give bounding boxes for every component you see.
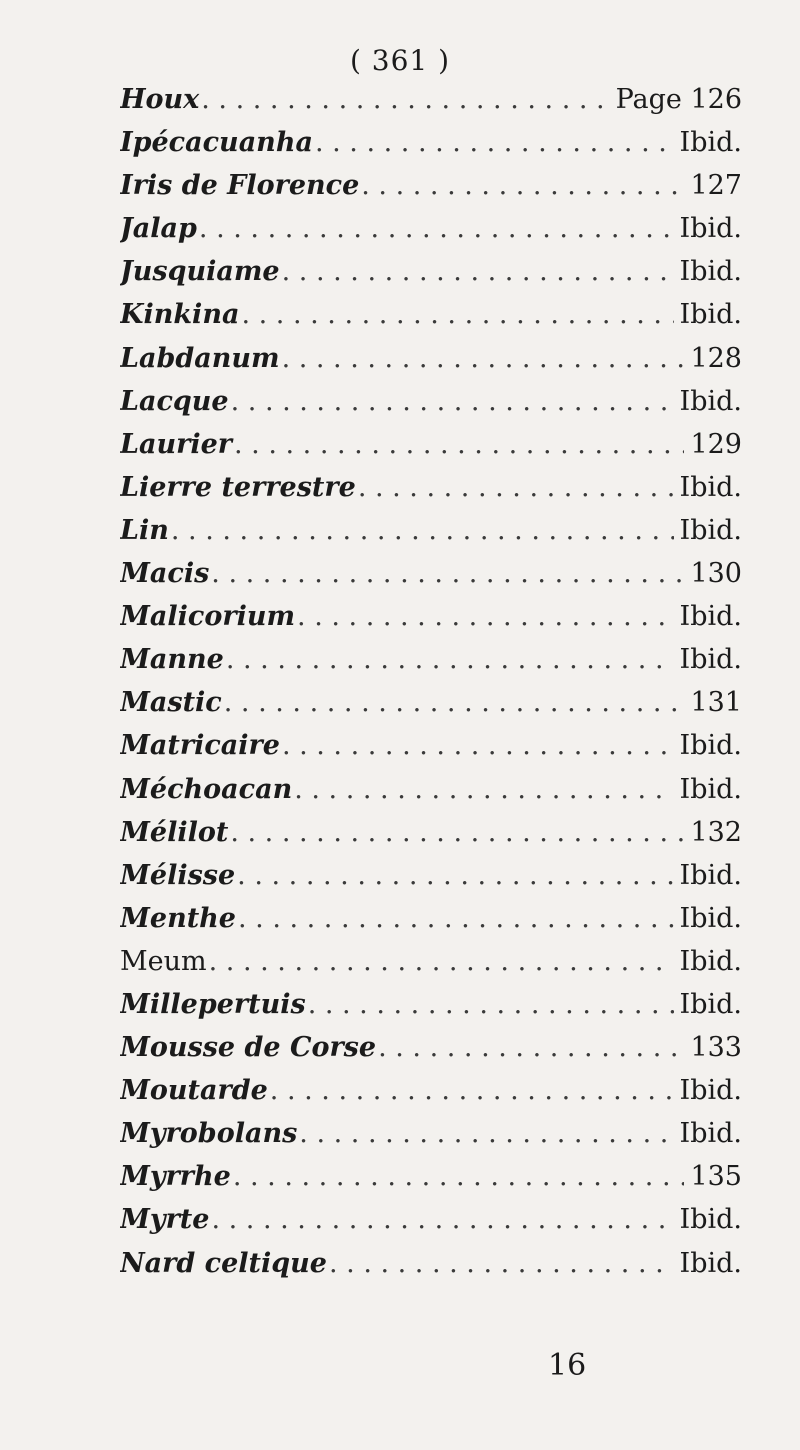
dot-leader xyxy=(171,515,674,546)
entry-page-ref: Ibid. xyxy=(679,988,742,1020)
entry-page-ref: Ibid. xyxy=(679,299,742,331)
entry-page-ref: 135 xyxy=(690,1161,742,1193)
entry-title: Myrte xyxy=(120,1204,210,1236)
dot-leader xyxy=(282,343,685,374)
index-entry xyxy=(120,1161,742,1204)
entry-title: Manne xyxy=(120,644,224,676)
index-entry xyxy=(120,860,742,903)
entry-page-ref: Ibid. xyxy=(679,514,742,546)
dot-leader xyxy=(282,256,674,287)
index-entry xyxy=(120,946,742,989)
entry-title: Myrobolans xyxy=(120,1118,298,1150)
entry-page-ref: Ibid. xyxy=(679,1247,742,1279)
entry-title: Menthe xyxy=(120,902,236,934)
entry-page-ref: Ibid. xyxy=(679,644,742,676)
entry-page-ref: 127 xyxy=(690,170,742,202)
index-entry xyxy=(120,817,742,860)
entry-title: Mousse de Corse xyxy=(120,1032,377,1064)
index-entry xyxy=(120,774,742,817)
dot-leader xyxy=(237,860,673,891)
entry-page-ref: Ibid. xyxy=(679,471,742,503)
index-entry xyxy=(120,472,742,515)
index-entry xyxy=(120,1118,742,1161)
entry-page-ref: 128 xyxy=(690,342,742,374)
index-entry xyxy=(120,1248,742,1291)
entry-title: Mélilot xyxy=(120,816,229,848)
dot-leader xyxy=(297,601,674,632)
entry-page-ref: Ibid. xyxy=(679,859,742,891)
entry-page-ref: Ibid. xyxy=(679,1204,742,1236)
entry-title: Moutarde xyxy=(120,1075,268,1107)
index-list xyxy=(120,84,742,1291)
dot-leader xyxy=(378,1032,684,1063)
dot-leader xyxy=(201,84,609,115)
index-entry xyxy=(120,213,742,256)
entry-page-ref: Ibid. xyxy=(679,730,742,762)
entry-title: Jalap xyxy=(120,213,197,245)
index-entry xyxy=(120,429,742,472)
index-entry xyxy=(120,127,742,170)
entry-title: Iris de Florence xyxy=(120,170,360,202)
entry-title: Myrrhe xyxy=(120,1161,231,1193)
entry-page-ref: 129 xyxy=(690,428,742,460)
entry-page-ref: Ibid. xyxy=(679,601,742,633)
entry-title: Lierre terrestre xyxy=(120,471,356,503)
dot-leader xyxy=(294,774,673,805)
entry-page-ref: Ibid. xyxy=(679,385,742,417)
dot-leader xyxy=(241,299,673,330)
index-entry xyxy=(120,343,742,386)
dot-leader xyxy=(308,989,674,1020)
entry-page-ref: 133 xyxy=(690,1032,742,1064)
signature-mark: 16 xyxy=(548,1348,587,1383)
dot-leader xyxy=(199,213,674,244)
index-entry xyxy=(120,558,742,601)
dot-leader xyxy=(270,1075,674,1106)
entry-title: Millepertuis xyxy=(120,988,306,1020)
entry-title: Houx xyxy=(120,84,200,115)
index-entry xyxy=(120,687,742,730)
entry-title: Lacque xyxy=(120,385,229,417)
entry-title: Jusquiame xyxy=(120,256,280,288)
dot-leader xyxy=(238,903,674,934)
entry-page-ref: Ibid. xyxy=(679,213,742,245)
entry-title: Labdanum xyxy=(120,342,280,374)
entry-title: Mastic xyxy=(120,687,222,719)
dot-leader xyxy=(361,170,684,201)
index-entry xyxy=(120,644,742,687)
entry-page-ref: 131 xyxy=(690,687,742,719)
entry-page-ref: 132 xyxy=(690,816,742,848)
dot-leader xyxy=(233,1161,685,1192)
entry-page-ref: Ibid. xyxy=(679,256,742,288)
index-entry xyxy=(120,730,742,773)
entry-title: Laurier xyxy=(120,428,232,460)
entry-page-ref: Ibid. xyxy=(679,127,742,159)
index-entry xyxy=(120,170,742,213)
entry-page-ref: Ibid. xyxy=(679,1075,742,1107)
entry-title: Macis xyxy=(120,558,210,590)
entry-page-ref: Ibid. xyxy=(679,773,742,805)
index-entry xyxy=(120,84,742,127)
entry-page-ref: Ibid. xyxy=(679,1118,742,1150)
index-entry xyxy=(120,386,742,429)
entry-title: Nard celtique xyxy=(120,1247,327,1279)
entry-title: Kinkina xyxy=(120,299,240,331)
index-entry xyxy=(120,989,742,1032)
dot-leader xyxy=(224,687,685,718)
dot-leader xyxy=(211,558,684,589)
entry-title: Mélisse xyxy=(120,859,236,891)
entry-page-ref: Page 126 xyxy=(615,84,742,115)
index-entry xyxy=(120,1204,742,1247)
entry-page-ref: 130 xyxy=(690,558,742,590)
index-entry xyxy=(120,903,742,946)
index-entry xyxy=(120,601,742,644)
page-number-header: ( 361 ) xyxy=(349,44,451,77)
index-entry xyxy=(120,299,742,342)
dot-leader xyxy=(234,429,684,460)
index-entry xyxy=(120,515,742,558)
dot-leader xyxy=(282,730,674,761)
entry-page-ref: Ibid. xyxy=(679,945,742,977)
entry-title: Méchoacan xyxy=(120,773,293,805)
dot-leader xyxy=(230,817,684,848)
index-entry xyxy=(120,1075,742,1118)
entry-title: Ipécacuanha xyxy=(120,127,313,159)
entry-page-ref: Ibid. xyxy=(679,902,742,934)
dot-leader xyxy=(329,1248,674,1279)
entry-title: Matricaire xyxy=(120,730,280,762)
dot-leader xyxy=(209,946,674,977)
index-entry xyxy=(120,1032,742,1075)
dot-leader xyxy=(299,1118,673,1149)
dot-leader xyxy=(315,127,674,158)
dot-leader xyxy=(211,1204,673,1235)
dot-leader xyxy=(226,644,674,675)
entry-title: Malicorium xyxy=(120,601,296,633)
dot-leader xyxy=(358,472,674,503)
dot-leader xyxy=(231,386,674,417)
entry-title: Lin xyxy=(120,514,169,546)
index-entry xyxy=(120,256,742,299)
entry-title: Meum xyxy=(120,945,207,977)
